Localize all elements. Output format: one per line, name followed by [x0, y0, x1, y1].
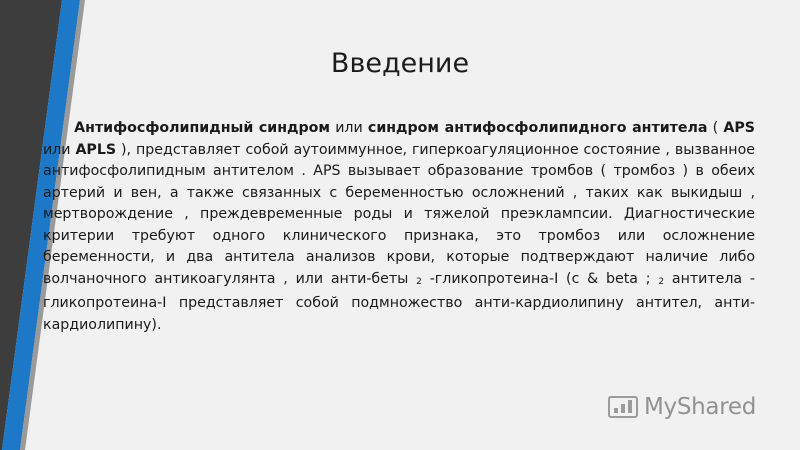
term-aps: APS	[723, 120, 755, 136]
term-aps-syndrome: Антифосфолипидный синдром	[74, 120, 330, 136]
body-text-fragment: или	[330, 120, 368, 136]
body-text-fragment: (	[707, 120, 724, 136]
body-text-fragment: или	[43, 141, 76, 158]
watermark-logo	[608, 392, 756, 422]
term-apls: APLS	[75, 141, 117, 158]
slide-title: Введение	[330, 48, 470, 79]
body-text-fragment: -гликопротеина-I (с & beta ;	[421, 270, 659, 287]
body-text-fragment: антитела - гликопротеина-I представляет собой подмножество анти-кардиолипину антител, анти-кардиолипину).	[43, 270, 755, 333]
subscript: 2	[416, 276, 422, 287]
chart-icon	[608, 396, 638, 418]
subscript: 2	[658, 276, 665, 287]
slide-body-text	[43, 118, 755, 336]
body-text-fragment: ), представляет собой аутоиммунное, гиперкоагуляционное состояние , вызванное антифосфолипидным антителом . APS вызывает образование тромбов ( тромбоз ) в обеих артерий и вен, а также связанных с беременностью осложнений , таких как выкидыш , мертворождение , преждевременные роды и тяжелой преэклампсии. Диагностические критерии требуют одного клинического признака, это тромбоз или осложнение беременности, и два антитела анализов крови, которые подтверждают наличие либо волчаночного антикоагулянта , или анти-беты	[43, 141, 755, 287]
watermark-text: MyShared	[644, 394, 757, 420]
term-antibody-syndrome: синдром антифосфолипидного антитела	[367, 120, 708, 136]
